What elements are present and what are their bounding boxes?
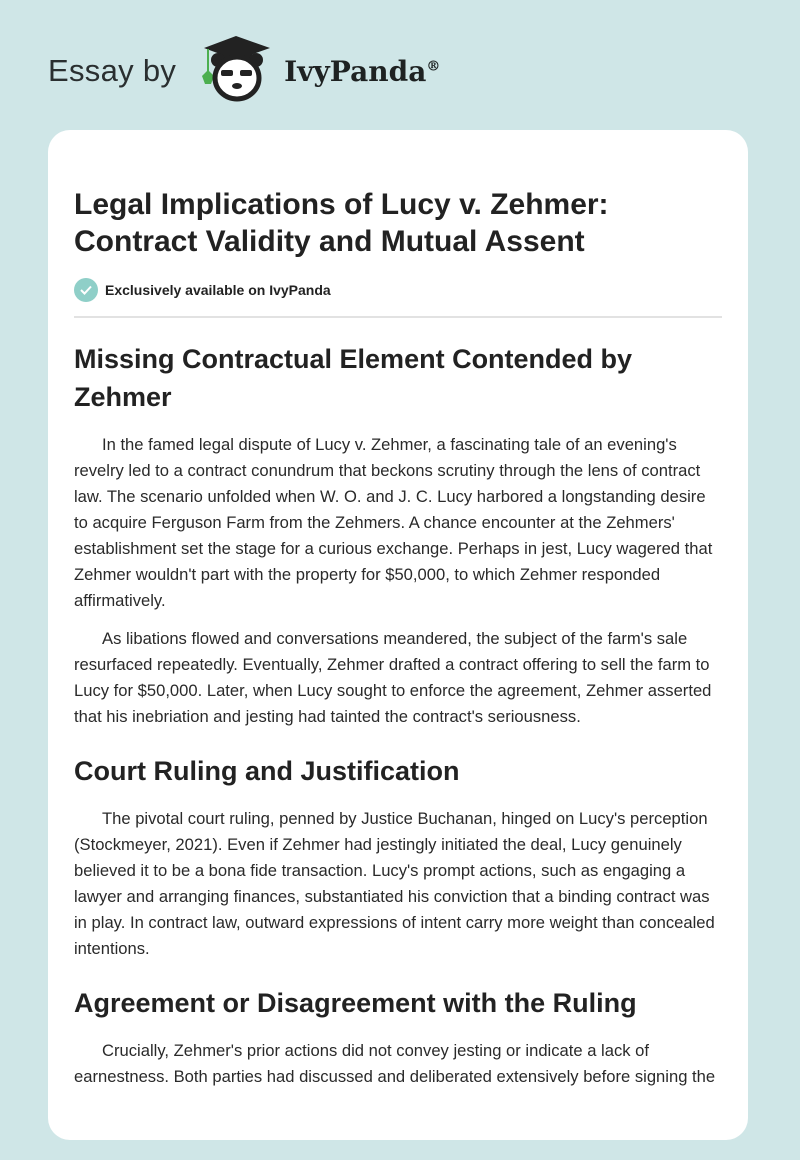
essay-by-label: Essay by xyxy=(48,53,177,88)
site-header xyxy=(48,36,440,106)
paragraph: In the famed legal dispute of Lucy v. Zehmer, a fascinating tale of an evening's revelry led to a contract conundrum that beckons scrutiny through the lens of contract law. The scenario unfolded when W. O. and J. C. Lucy harbored a longstanding desire to acquire Ferguson Farm from the Zehmers. A chance encounter at the Zehmers' establishment set the stage for a curious exchange. Perhaps in jest, Lucy wagered that Zehmer wouldn't part with the property for $50,000, to which Zehmer responded affirmatively. xyxy=(74,435,713,610)
divider xyxy=(74,316,722,318)
paragraph: The pivotal court ruling, penned by Justice Buchanan, hinged on Lucy's perception (Stockmeyer, 2021). Even if Zehmer had jestingly initiated the deal, Lucy genuinely believed it to be a bona fide transaction. Lucy's prompt actions, such as engaging a lawyer and arranging finances, substantiated his conviction that a binding contract was in play. In contract law, outward expressions of intent carry more weight than concealed intentions. xyxy=(74,809,715,958)
paragraph: As libations flowed and conversations meandered, the subject of the farm's sale resurfaced repeatedly. Eventually, Zehmer drafted a contract offering to sell the farm to Lucy for $50,000. Later, when Lucy sought to enforce the agreement, Zehmer asserted that his inebriation and jesting had tainted the contract's seriousness. xyxy=(74,629,712,726)
panda-logo-icon[interactable] xyxy=(194,34,274,109)
section-heading: Court Ruling and Justification xyxy=(74,756,460,786)
essay-card xyxy=(48,130,748,1140)
badge-text: Exclusively available on IvyPanda xyxy=(105,282,331,298)
essay-title: Legal Implications of Lucy v. Zehmer: Contract Validity and Mutual Assent xyxy=(74,188,609,258)
section-heading: Agreement or Disagreement with the Ruling xyxy=(74,988,637,1018)
registered-mark: ® xyxy=(426,58,441,75)
section-heading: Missing Contractual Element Contended by Zehmer xyxy=(74,344,633,412)
exclusive-badge xyxy=(74,278,722,302)
check-icon xyxy=(74,278,98,302)
paragraph: Crucially, Zehmer's prior actions did not convey jesting or indicate a lack of earnestness. Both parties had discussed and deliberated extensively before signing the xyxy=(74,1041,716,1086)
brand-name[interactable] xyxy=(284,55,440,88)
brand-text: IvyPanda xyxy=(284,54,427,88)
